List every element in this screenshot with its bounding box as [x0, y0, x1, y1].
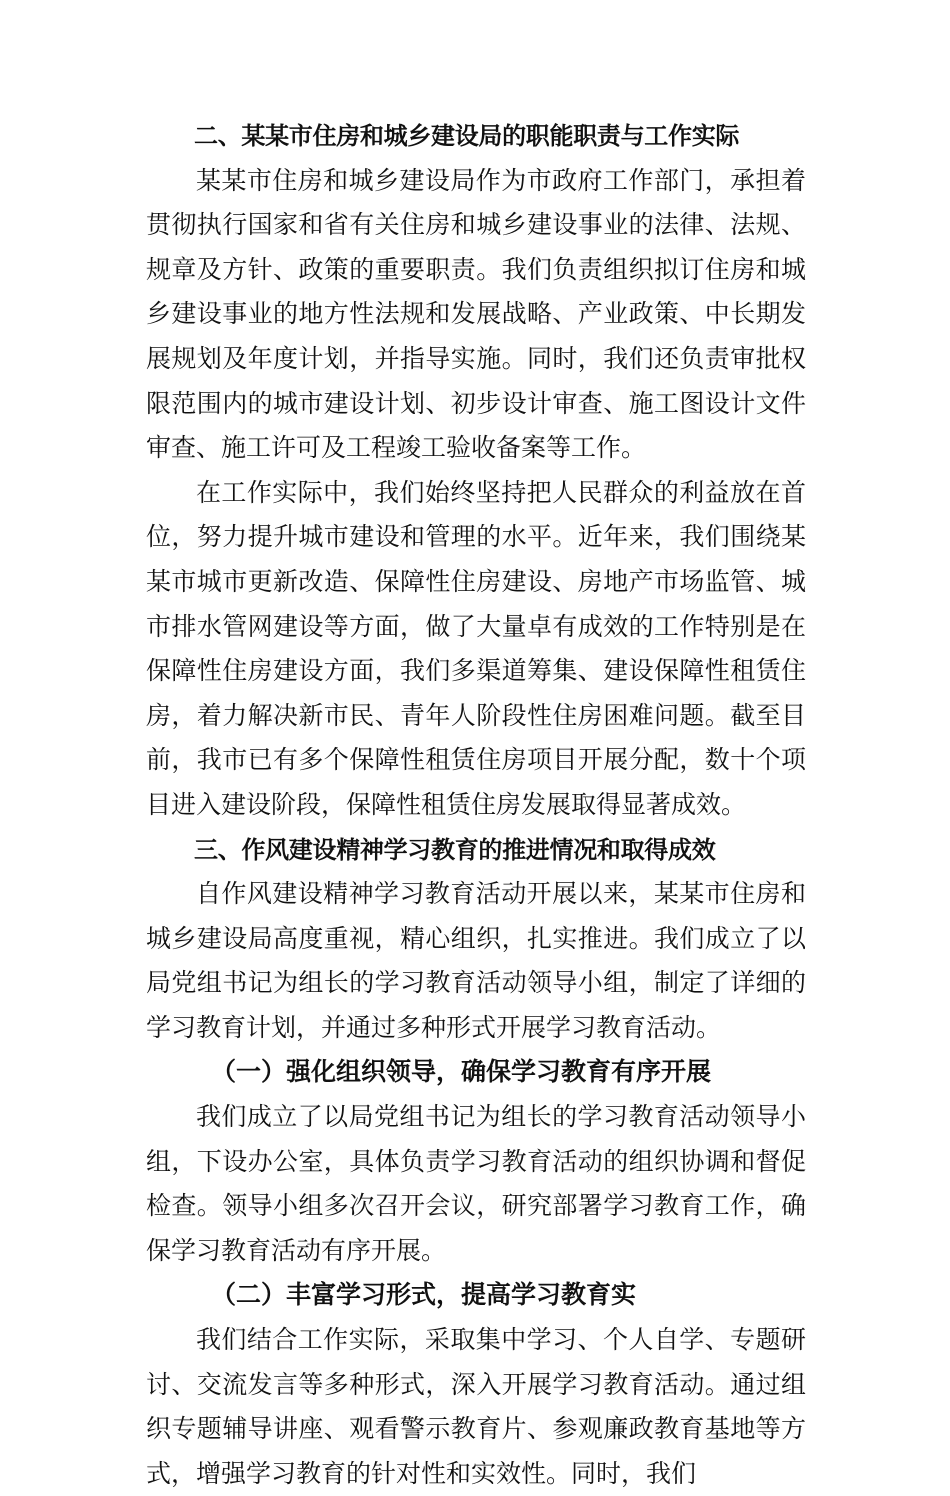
section-2-heading: 二、某某市住房和城乡建设局的职能职责与工作实际: [194, 122, 740, 150]
subsection-2-paragraph-1: 我们结合工作实际，采取集中学习、个人自学、专题研讨、交流发言等多种形式，深入开展学习教育活动。通过组织专题辅导讲座、观看警示教育片、参观廉政教育基地等方式，增强学习教育的针对性和实效性。同时，我们: [146, 1325, 806, 1488]
section-2-paragraph-2: 在工作实际中，我们始终坚持把人民群众的利益放在首位，努力提升城市建设和管理的水平。近年来，我们围绕某某市城市更新改造、保障性住房建设、房地产市场监管、城市排水管网建设等方面，做了大量卓有成效的工作特别是在保障性住房建设方面，我们多渠道筹集、建设保障性租赁住房，着力解决新市民、青年人阶段性住房困难问题。截至目前，我市已有多个保障性租赁住房项目开展分配，数十个项目进入建设阶段，保障性租赁住房发展取得显著成效。: [146, 477, 806, 819]
section-3-paragraph-1: 自作风建设精神学习教育活动开展以来，某某市住房和城乡建设局高度重视，精心组织，扎实推进。我们成立了以局党组书记为组长的学习教育活动领导小组，制定了详细的学习教育计划，并通过多种形式开展学习教育活动。: [146, 879, 806, 1042]
subsection-2-heading: （二）丰富学习形式，提高学习教育实: [211, 1280, 637, 1310]
section-2-paragraph-1: 某某市住房和城乡建设局作为市政府工作部门，承担着贯彻执行国家和省有关住房和城乡建设事业的法律、法规、规章及方针、政策的重要职责。我们负责组织拟订住房和城乡建设事业的地方性法规和发展战略、产业政策、中长期发展规划及年度计划，并指导实施。同时，我们还负责审批权限范围内的城市建设计划、初步设计审查、施工图设计文件审查、施工许可及工程竣工验收备案等工作。: [146, 165, 806, 463]
section-3-heading: 三、作风建设精神学习教育的推进情况和取得成效: [194, 835, 716, 864]
subsection-1-paragraph-1: 我们成立了以局党组书记为组长的学习教育活动领导小组，下设办公室，具体负责学习教育活动的组织协调和督促检查。领导小组多次召开会议，研究部署学习教育工作，确保学习教育活动有序开展。: [146, 1102, 806, 1265]
document-page: [146, 114, 806, 1496]
subsection-1-heading: （一）强化组织领导，确保学习教育有序开展: [211, 1057, 712, 1087]
